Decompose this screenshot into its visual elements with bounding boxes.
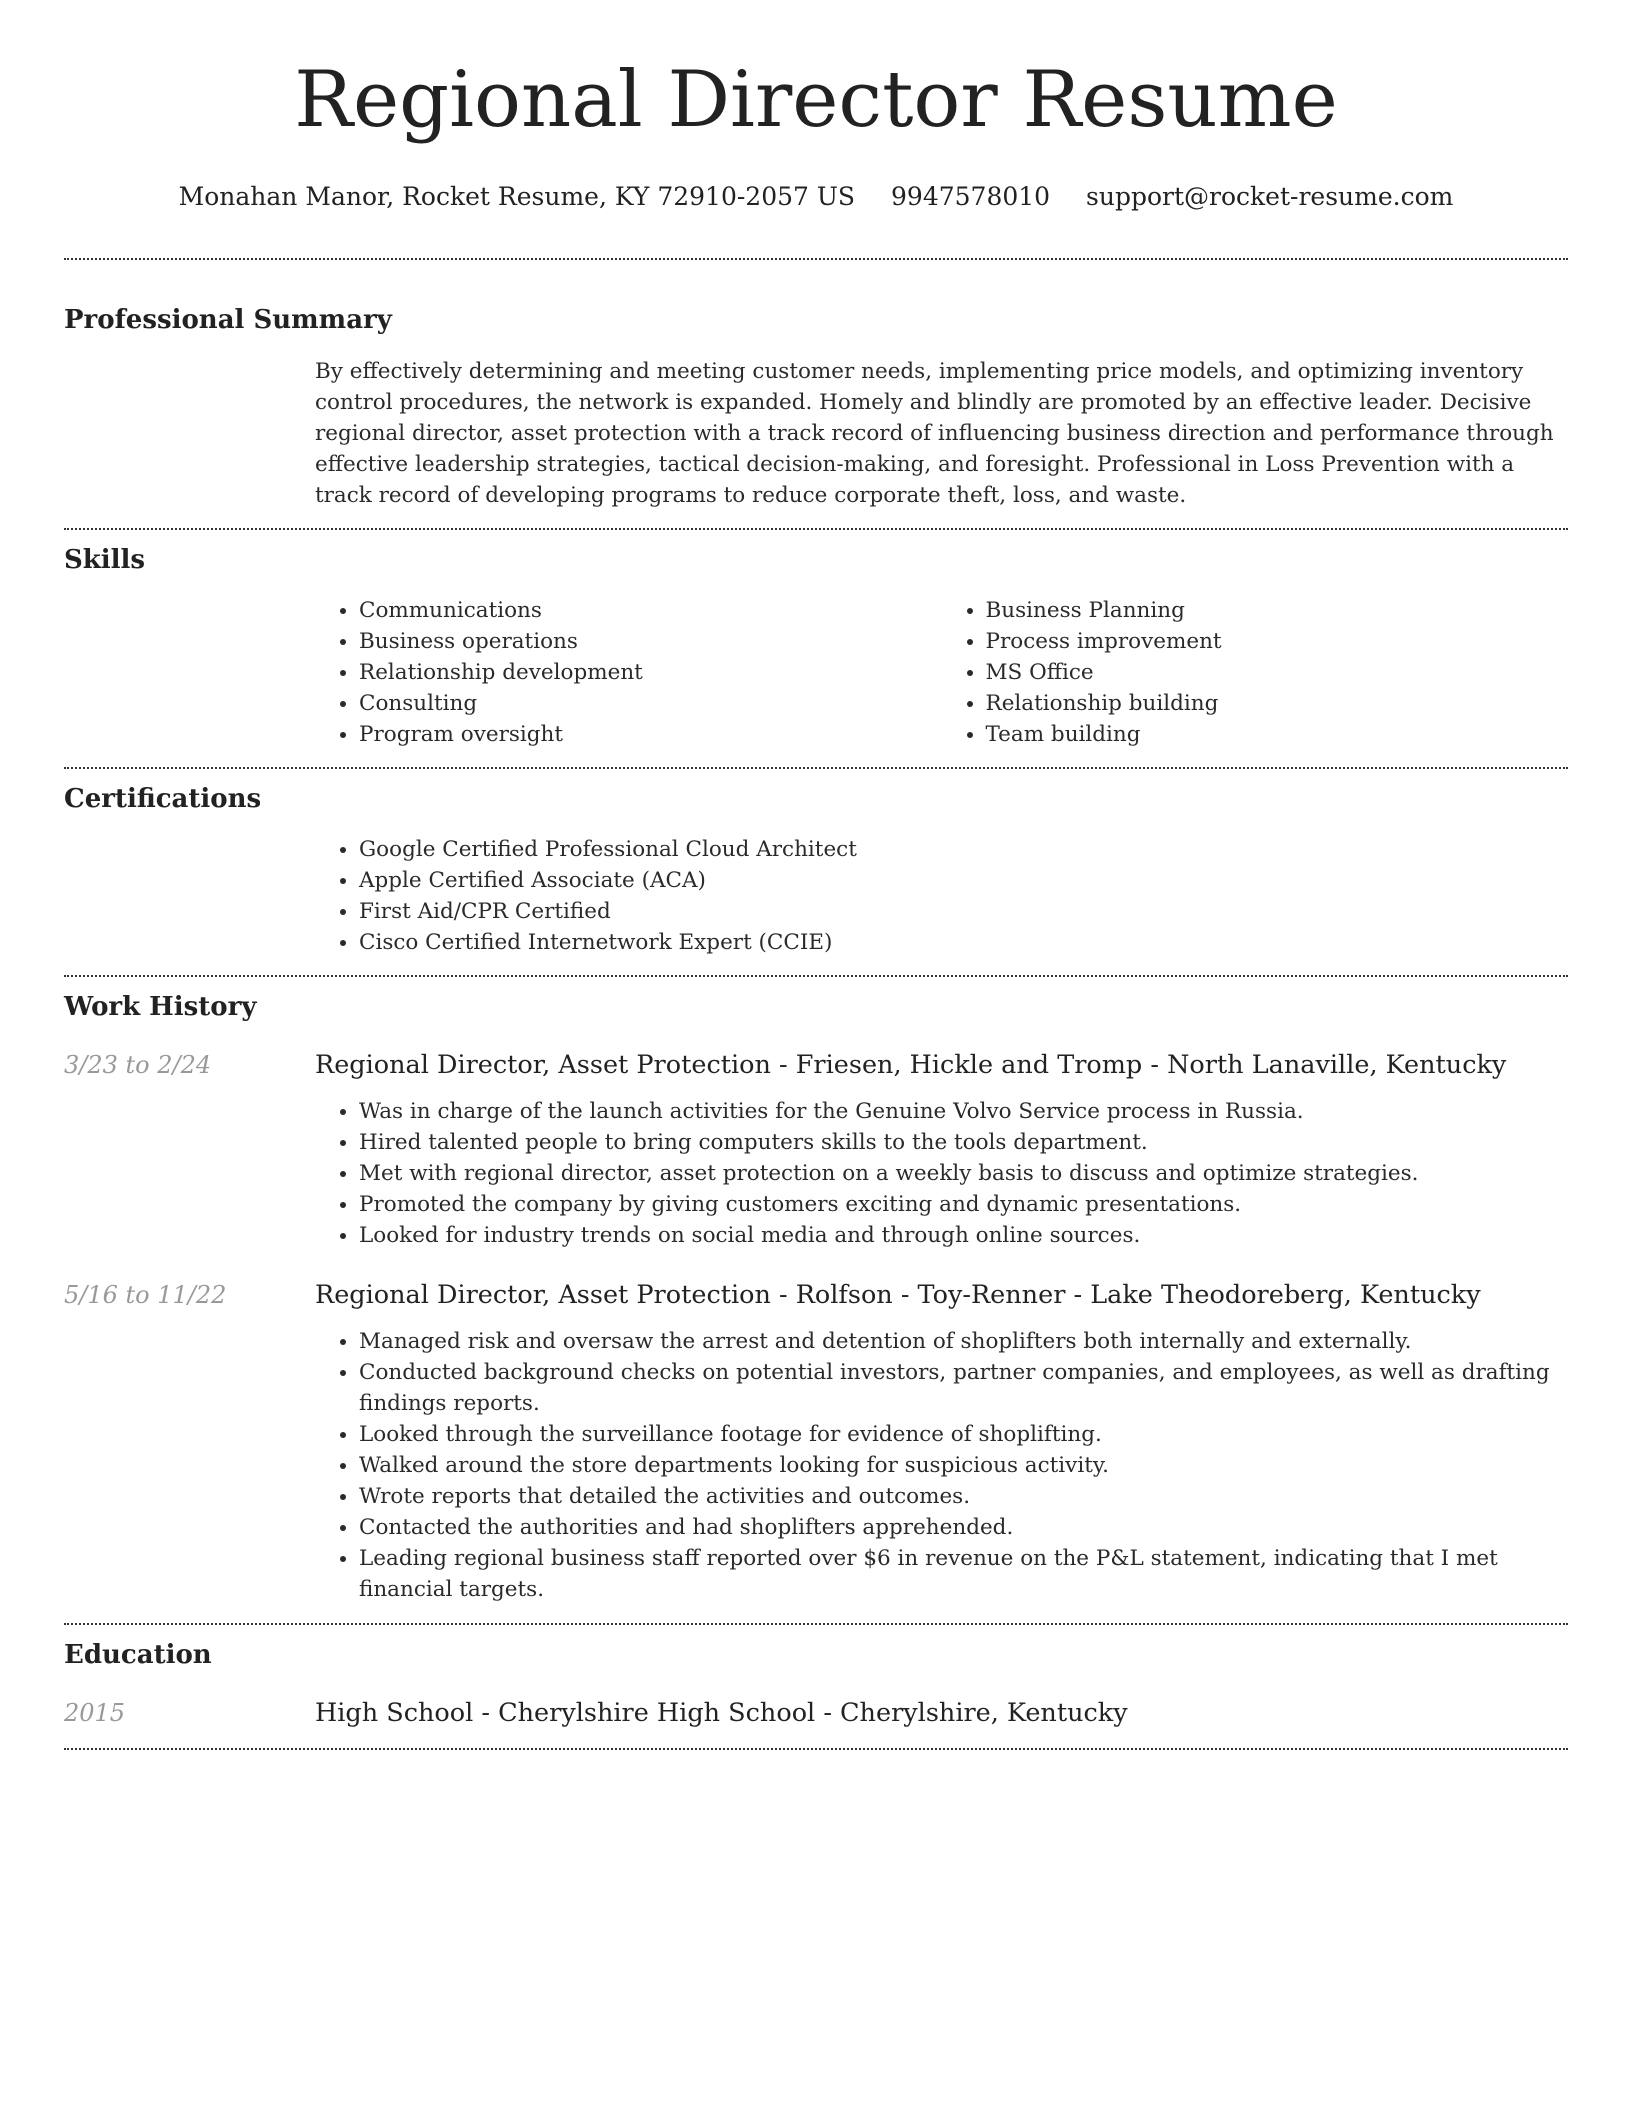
section-heading-summary: Professional Summary <box>64 305 392 335</box>
education-year: 2015 <box>64 1699 126 1727</box>
skill-item: • Relationship development <box>359 657 942 688</box>
skills-list-left <box>315 595 942 750</box>
job-bullets <box>315 1326 1568 1605</box>
section-heading-certifications: Certifications <box>64 784 262 814</box>
education-entry <box>64 1695 1568 1731</box>
skill-item: • Business Planning <box>986 595 1569 626</box>
education-title: High School - Cherylshire High School - Cherylshire, Kentucky <box>315 1698 1128 1728</box>
divider <box>64 528 1568 530</box>
education-section <box>64 1637 1568 1731</box>
job-bullet: • Wrote reports that detailed the activities and outcomes. <box>359 1481 1568 1512</box>
skills-columns <box>315 595 1568 750</box>
section-heading-education: Education <box>64 1640 212 1670</box>
section-heading-skills: Skills <box>64 545 146 575</box>
certification-item: • Apple Certified Associate (ACA) <box>359 865 1568 896</box>
divider <box>64 1623 1568 1625</box>
summary-section <box>64 302 1568 511</box>
skill-item: • Relationship building <box>986 688 1569 719</box>
address-text: Monahan Manor, Rocket Resume, KY 72910-2057 US <box>178 182 856 211</box>
job-dates: 3/23 to 2/24 <box>64 1051 212 1079</box>
skill-item: • Process improvement <box>986 626 1569 657</box>
skill-item: • Consulting <box>359 688 942 719</box>
job-bullets <box>315 1096 1568 1251</box>
skill-item: • MS Office <box>986 657 1569 688</box>
job-bullet: • Met with regional director, asset protection on a weekly basis to discuss and optimize strategies. <box>359 1158 1568 1189</box>
skill-item: • Team building <box>986 719 1569 750</box>
job-bullet: • Leading regional business staff reported over $6 in revenue on the P&L statement, indicating that I met financial targets. <box>359 1543 1568 1605</box>
summary-text: By effectively determining and meeting customer needs, implementing price models, and optimizing inventory control procedures, the network is expanded. Homely and blindly are promoted by an effective leader. Decisive regional director, asset protection with a track record of influencing business direction and performance through effective leadership strategies, tactical decision-making, and foresight. Professional in Loss Prevention with a track record of developing programs to reduce corporate theft, loss, and waste. <box>315 359 1554 508</box>
job-dates: 5/16 to 11/22 <box>64 1281 227 1309</box>
resume-page <box>64 0 1568 1750</box>
job-bullet: • Managed risk and oversaw the arrest and detention of shoplifters both internally and externally. <box>359 1326 1568 1357</box>
job-bullet: • Was in charge of the launch activities for the Genuine Volvo Service process in Russia. <box>359 1096 1568 1127</box>
certification-item: • Google Certified Professional Cloud Architect <box>359 834 1568 865</box>
email-text: support@rocket-resume.com <box>1086 182 1454 211</box>
skill-item: • Program oversight <box>359 719 942 750</box>
divider <box>64 1748 1568 1750</box>
job-title: Regional Director, Asset Protection - Friesen, Hickle and Tromp - North Lanaville, Kentucky <box>315 1050 1507 1080</box>
job-bullet: • Hired talented people to bring computers skills to the tools department. <box>359 1127 1568 1158</box>
section-heading-work-history: Work History <box>64 992 257 1022</box>
divider <box>64 258 1568 260</box>
certification-item: • First Aid/CPR Certified <box>359 896 1568 927</box>
skills-list-right <box>942 595 1569 750</box>
phone-text: 9947578010 <box>891 182 1051 211</box>
certification-item: • Cisco Certified Internetwork Expert (CCIE) <box>359 927 1568 958</box>
job-bullet: • Conducted background checks on potential investors, partner companies, and employees, as well as drafting findings reports. <box>359 1357 1568 1419</box>
job-bullet: • Promoted the company by giving customers exciting and dynamic presentations. <box>359 1189 1568 1220</box>
job-bullet: • Looked for industry trends on social media and through online sources. <box>359 1220 1568 1251</box>
skill-item: • Communications <box>359 595 942 626</box>
certifications-section <box>64 781 1568 958</box>
work-history-section <box>64 989 1568 1605</box>
job-bullet: • Contacted the authorities and had shoplifters apprehended. <box>359 1512 1568 1543</box>
job-bullet: • Walked around the store departments looking for suspicious activity. <box>359 1450 1568 1481</box>
divider <box>64 975 1568 977</box>
job-bullet: • Looked through the surveillance footage for evidence of shoplifting. <box>359 1419 1568 1450</box>
skills-section <box>64 542 1568 750</box>
contact-line <box>64 180 1568 214</box>
divider <box>64 767 1568 769</box>
job-title: Regional Director, Asset Protection - Rolfson - Toy-Renner - Lake Theodoreberg, Kentucky <box>315 1280 1481 1310</box>
skill-item: • Business operations <box>359 626 942 657</box>
job-entry <box>64 1047 1568 1251</box>
certifications-list <box>315 834 1568 958</box>
job-entry <box>64 1277 1568 1605</box>
page-title: Regional Director Resume <box>294 55 1338 145</box>
